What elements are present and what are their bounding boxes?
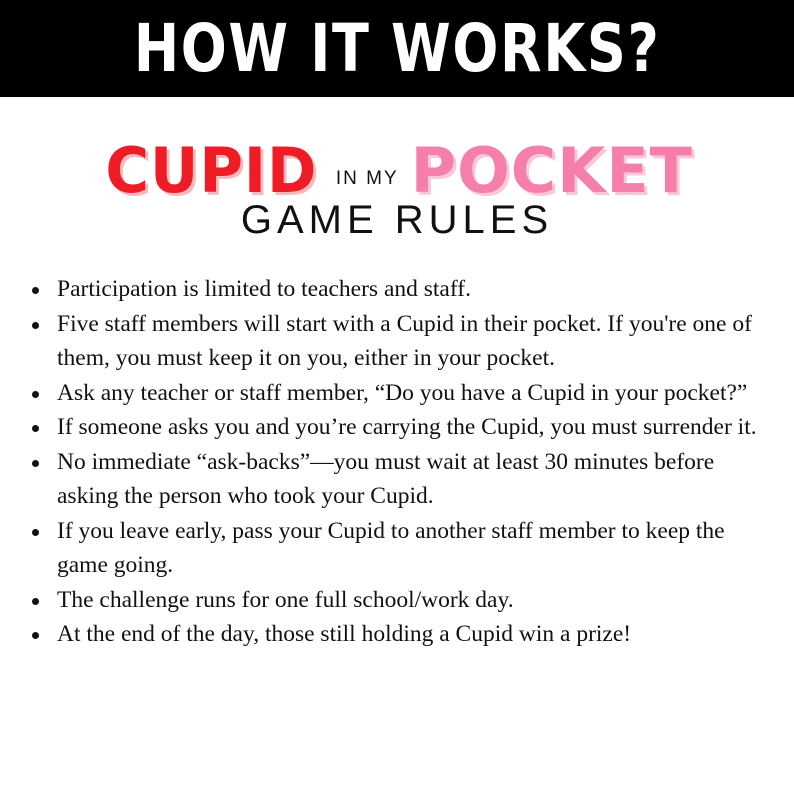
logo-in-my-text: IN MY bbox=[335, 168, 399, 189]
game-logo bbox=[0, 112, 794, 252]
rule-item bbox=[30, 514, 774, 583]
bullet-icon bbox=[32, 632, 39, 639]
rule-text: If someone asks you and you’re carrying the Cupid, you must surrender it. bbox=[57, 414, 757, 440]
bullet-icon bbox=[32, 425, 39, 432]
rule-item bbox=[30, 307, 774, 376]
header-banner bbox=[0, 0, 794, 97]
rule-item bbox=[30, 272, 774, 307]
bullet-icon bbox=[32, 529, 39, 536]
rule-text: Participation is limited to teachers and staff. bbox=[57, 276, 471, 302]
bullet-icon bbox=[32, 287, 39, 294]
bullet-icon bbox=[32, 322, 39, 329]
bullet-icon bbox=[32, 598, 39, 605]
rule-text: The challenge runs for one full school/work day. bbox=[57, 586, 514, 613]
rule-text: Five staff members will start with a Cupid in their pocket. If you're one of them, you must keep it on you, either in your pocket. bbox=[57, 310, 752, 371]
rule-text: Ask any teacher or staff member, “Do you have a Cupid in your pocket?” bbox=[57, 379, 748, 406]
rule-item bbox=[30, 376, 774, 411]
logo-cupid-text: CUPID bbox=[105, 134, 318, 207]
rule-item bbox=[30, 583, 774, 618]
rule-text: If you leave early, pass your Cupid to another staff member to keep the game going. bbox=[57, 517, 725, 578]
rule-item bbox=[30, 410, 774, 445]
logo-wordmark bbox=[0, 112, 794, 207]
rule-item bbox=[30, 445, 774, 514]
page-title: HOW IT WORKS? bbox=[133, 9, 661, 87]
logo-pocket-text: POCKET bbox=[410, 134, 693, 207]
logo-subtitle: GAME RULES bbox=[240, 198, 554, 242]
rules-list bbox=[30, 272, 774, 652]
bullet-icon bbox=[32, 460, 39, 467]
bullet-icon bbox=[32, 391, 39, 398]
rule-item bbox=[30, 617, 774, 652]
rule-text: No immediate “ask-backs”—you must wait at least 30 minutes before asking the person who took your Cupid. bbox=[57, 448, 715, 509]
rule-text: At the end of the day, those still holding a Cupid win a prize! bbox=[57, 621, 632, 647]
